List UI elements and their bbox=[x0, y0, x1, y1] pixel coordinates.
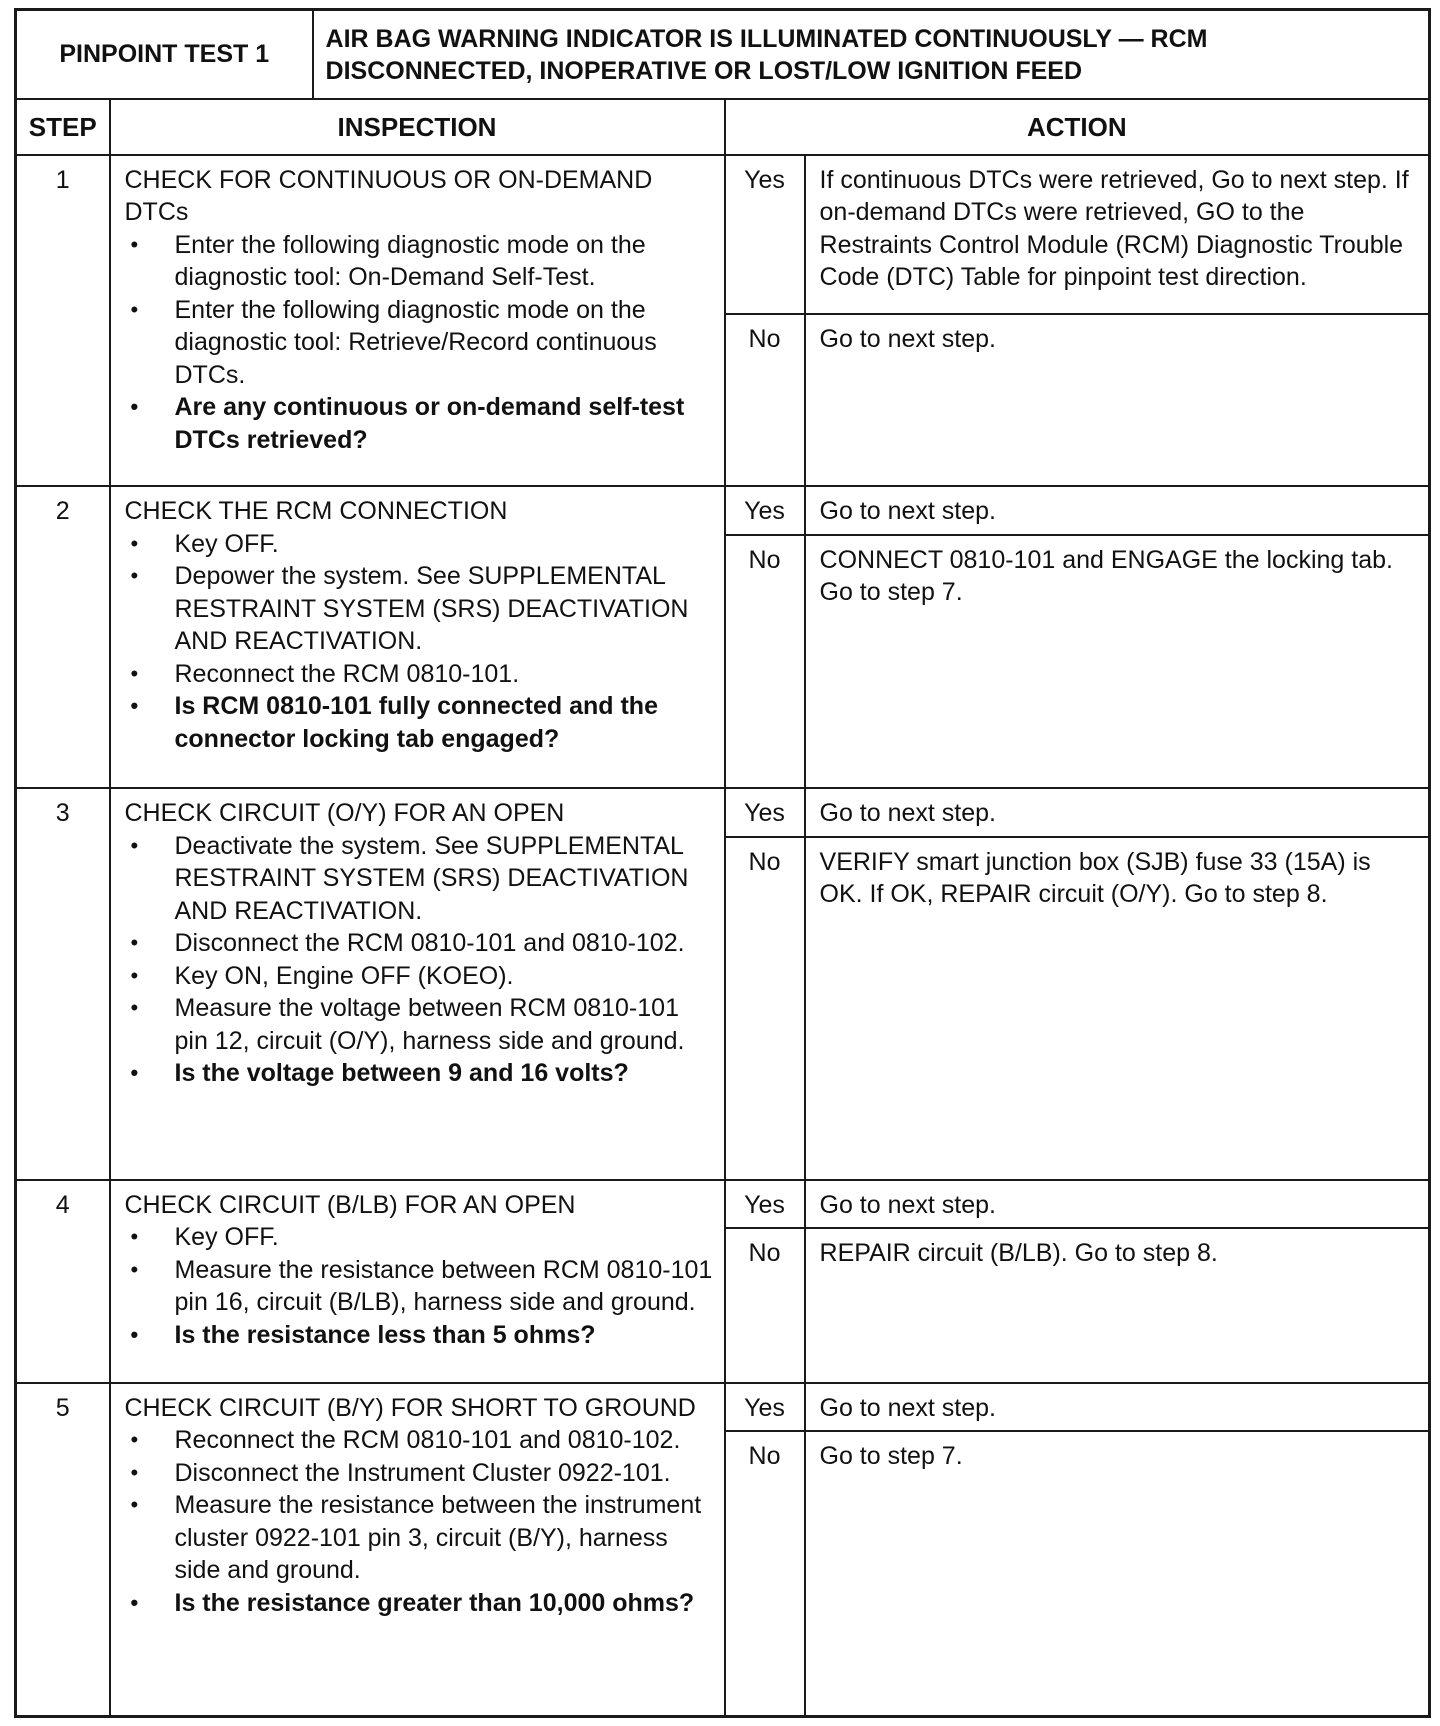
yes-branch bbox=[726, 1384, 1429, 1432]
yes-branch bbox=[726, 789, 1429, 837]
no-action: Go to next step. bbox=[819, 324, 997, 353]
inspection-cell bbox=[110, 155, 725, 487]
inspection-item: • Measure the resistance between RCM 0810-101 pin 16, circuit (B/LB), harness side and ground. bbox=[125, 1254, 714, 1319]
yes-branch bbox=[726, 1181, 1429, 1229]
yes-action: Go to next step. bbox=[805, 1384, 1429, 1432]
step-row-3 bbox=[16, 788, 1430, 1179]
action-cell bbox=[725, 155, 1430, 487]
yes-no-table bbox=[726, 789, 1429, 1178]
inspection-item: • Disconnect the RCM 0810-101 and 0810-102. bbox=[125, 927, 714, 960]
yes-no-table bbox=[726, 1384, 1429, 1715]
step-title: CHECK THE RCM CONNECTION bbox=[124, 497, 508, 526]
inspection-item: • Disconnect the Instrument Cluster 0922-101. bbox=[125, 1457, 714, 1490]
yes-label: Yes bbox=[726, 1384, 805, 1432]
no-label: No bbox=[726, 314, 805, 486]
no-label: No bbox=[726, 1228, 805, 1382]
step-title: CHECK CIRCUIT (B/Y) FOR SHORT TO GROUND bbox=[124, 1393, 696, 1422]
inspection-item: • Enter the following diagnostic mode on the diagnostic tool: Retrieve/Record continuous DTCs. bbox=[125, 294, 714, 392]
inspection-item: • Reconnect the RCM 0810-101. bbox=[125, 658, 714, 691]
no-branch bbox=[726, 1431, 1429, 1715]
step-number: 2 bbox=[16, 486, 110, 788]
yes-no-table bbox=[726, 1181, 1429, 1382]
action-cell bbox=[725, 788, 1430, 1179]
yes-label: Yes bbox=[726, 789, 805, 837]
action-cell bbox=[725, 1383, 1430, 1717]
action-column-header: ACTION bbox=[725, 99, 1430, 155]
inspection-column-header: INSPECTION bbox=[110, 99, 725, 155]
inspection-item: • Key OFF. bbox=[125, 1221, 714, 1254]
test-label: PINPOINT TEST 1 bbox=[16, 10, 313, 100]
step-number: 3 bbox=[16, 788, 110, 1179]
test-title-line2: DISCONNECTED, INOPERATIVE OR LOST/LOW IGNITION FEED bbox=[325, 56, 1083, 85]
inspection-question: • Is the voltage between 9 and 16 volts? bbox=[125, 1057, 714, 1090]
inspection-question: • Is the resistance less than 5 ohms? bbox=[125, 1319, 714, 1352]
inspection-cell bbox=[110, 1383, 725, 1717]
inspection-cell bbox=[110, 486, 725, 788]
action-cell bbox=[725, 1180, 1430, 1383]
test-header-row bbox=[16, 10, 1430, 100]
pinpoint-test-document bbox=[14, 8, 1428, 1718]
inspection-item: • Deactivate the system. See SUPPLEMENTAL RESTRAINT SYSTEM (SRS) DEACTIVATION AND REACTIVATION. bbox=[125, 830, 714, 928]
test-title-line1: AIR BAG WARNING INDICATOR IS ILLUMINATED CONTINUOUSLY — RCM bbox=[325, 24, 1208, 53]
yes-action: If continuous DTCs were retrieved, Go to next step. If on-demand DTCs were retrieved, GO to the Restraints Control Module (RCM) Diagnostic Trouble Code (DTC) Table for pinpoint test direction. bbox=[805, 156, 1429, 314]
step-number: 1 bbox=[16, 155, 110, 487]
step-title: CHECK CIRCUIT (O/Y) FOR AN OPEN bbox=[124, 799, 565, 828]
no-action: REPAIR circuit (B/LB). Go to step 8. bbox=[819, 1239, 1218, 1268]
step-row-4 bbox=[16, 1180, 1430, 1383]
inspection-list bbox=[125, 830, 714, 1090]
inspection-list bbox=[125, 528, 714, 756]
inspection-list bbox=[125, 229, 714, 457]
yes-branch bbox=[726, 487, 1429, 535]
no-branch bbox=[726, 1228, 1429, 1382]
yes-no-table bbox=[726, 487, 1429, 787]
step-title: CHECK FOR CONTINUOUS OR ON-DEMAND DTCs bbox=[124, 165, 653, 227]
inspection-item: • Measure the voltage between RCM 0810-101 pin 12, circuit (O/Y), harness side and ground. bbox=[125, 992, 714, 1057]
inspection-list bbox=[125, 1424, 714, 1619]
no-branch bbox=[726, 535, 1429, 787]
yes-label: Yes bbox=[726, 1181, 805, 1229]
no-label: No bbox=[726, 837, 805, 1179]
no-label: No bbox=[726, 535, 805, 787]
no-label: No bbox=[726, 1431, 805, 1715]
step-number: 4 bbox=[16, 1180, 110, 1383]
column-header-row bbox=[16, 99, 1430, 155]
yes-label: Yes bbox=[726, 156, 805, 314]
step-number: 5 bbox=[16, 1383, 110, 1717]
inspection-item: • Enter the following diagnostic mode on the diagnostic tool: On-Demand Self-Test. bbox=[125, 229, 714, 294]
no-action: VERIFY smart junction box (SJB) fuse 33 (15A) is OK. If OK, REPAIR circuit (O/Y). Go to step 8. bbox=[819, 847, 1371, 909]
yes-action: Go to next step. bbox=[805, 789, 1429, 837]
pinpoint-test-table bbox=[14, 8, 1431, 1718]
yes-no-table bbox=[726, 156, 1429, 486]
inspection-cell bbox=[110, 788, 725, 1179]
yes-action: Go to next step. bbox=[805, 1181, 1429, 1229]
no-branch bbox=[726, 837, 1429, 1179]
inspection-item: • Key ON, Engine OFF (KOEO). bbox=[125, 960, 714, 993]
inspection-cell bbox=[110, 1180, 725, 1383]
inspection-item: • Depower the system. See SUPPLEMENTAL RESTRAINT SYSTEM (SRS) DEACTIVATION AND REACTIVATION. bbox=[125, 560, 714, 658]
yes-action: Go to next step. bbox=[805, 487, 1429, 535]
step-title: CHECK CIRCUIT (B/LB) FOR AN OPEN bbox=[124, 1190, 576, 1219]
yes-branch bbox=[726, 156, 1429, 314]
inspection-item: • Measure the resistance between the instrument cluster 0922-101 pin 3, circuit (B/Y), harness side and ground. bbox=[125, 1489, 714, 1587]
step-row-1 bbox=[16, 155, 1430, 487]
yes-label: Yes bbox=[726, 487, 805, 535]
test-title bbox=[313, 10, 1430, 100]
step-column-header: STEP bbox=[16, 99, 110, 155]
no-action: CONNECT 0810-101 and ENGAGE the locking tab. Go to step 7. bbox=[819, 545, 1393, 607]
action-cell bbox=[725, 486, 1430, 788]
inspection-list bbox=[125, 1221, 714, 1351]
inspection-question: • Is the resistance greater than 10,000 ohms? bbox=[125, 1587, 714, 1620]
inspection-item: • Reconnect the RCM 0810-101 and 0810-102. bbox=[125, 1424, 714, 1457]
no-branch bbox=[726, 314, 1429, 486]
inspection-item: • Key OFF. bbox=[125, 528, 714, 561]
inspection-question: • Are any continuous or on-demand self-test DTCs retrieved? bbox=[125, 391, 714, 456]
step-row-2 bbox=[16, 486, 1430, 788]
inspection-question: • Is RCM 0810-101 fully connected and the connector locking tab engaged? bbox=[125, 690, 714, 755]
no-action: Go to step 7. bbox=[819, 1442, 963, 1471]
step-row-5 bbox=[16, 1383, 1430, 1717]
